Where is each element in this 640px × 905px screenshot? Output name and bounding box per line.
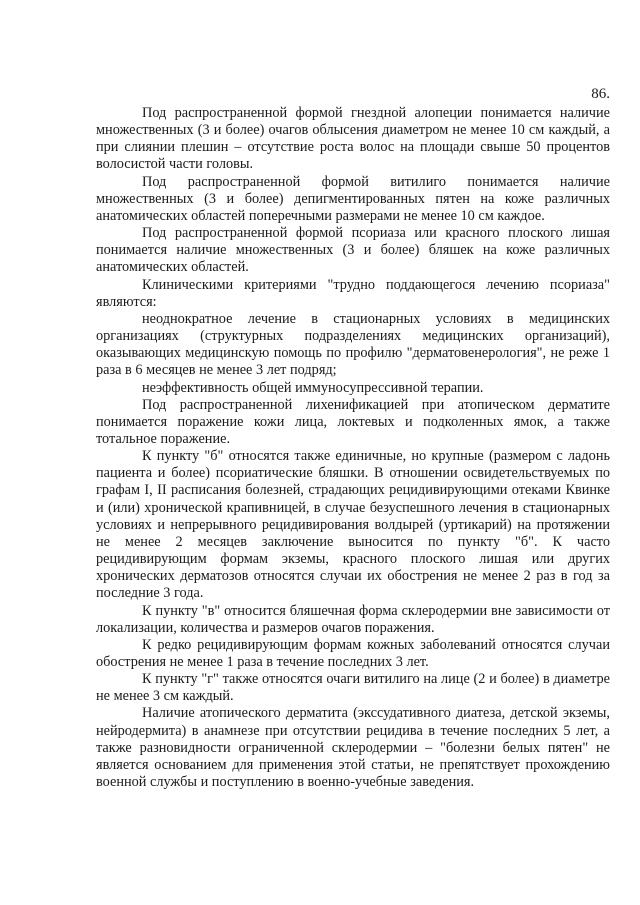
page-number: 86.: [591, 86, 610, 102]
paragraph-psoriasis: Под распространенной формой псориаза или красного плоского лишая понимается наличие множественных (3 и более) бляшек на коже различных анатомических областей.: [96, 225, 610, 276]
paragraph-item-v: К пункту "в" относится бляшечная форма склеродермии вне зависимости от локализации, количества и размеров очагов поражения.: [96, 602, 610, 636]
paragraph-rare-relapse: К редко рецидивирующим формам кожных заболеваний относятся случаи обострения не менее 1 раза в течение последних 3 лет.: [96, 636, 610, 670]
paragraph-item-b: К пункту "б" относятся также единичные, но крупные (размером с ладонь пациента и более) псориатические бляшки. В отношении освидетельствуемых по графам I, II расписания болезней, страдающих рецидивирующими отеками Квинке и (или) хронической крапивницей, в случае безуспешного лечения в стационарных условиях и непрерывного рецидивирования волдырей (уртикарий) на протяжении не менее 2 месяцев заключение выносится по пункту "б". К часто рецидивирующим формам экземы, красного плоского лишая или других хронических дерматозов относятся случаи их обострения не менее 2 раз в год за последние 3 года.: [96, 448, 610, 602]
paragraph-vitiligo: Под распространенной формой витилиго понимается наличие множественных (3 и более) депигментированных пятен на коже различных анатомических областей поперечными размерами не менее 10 см каждое.: [96, 173, 610, 224]
paragraph-criteria-immunosuppressive: неэффективность общей иммуносупрессивной терапии.: [142, 379, 484, 396]
paragraph-psoriasis-criteria-intro: Клиническими критериями "трудно поддающегося лечению псориаза" являются:: [96, 276, 610, 310]
paragraph-atopic-dermatitis: Наличие атопического дерматита (экссудативного диатеза, детской экземы, нейродермита) в анамнезе при отсутствии рецидива в течение последних 5 лет, а также разновидности ограниченной склеродермии – "болезни белых пятен" не является основанием для применения этой статьи, не препятствует прохождению военной службы и поступлению в военно-учебные заведения.: [96, 705, 610, 791]
paragraph-criteria-inpatient: неоднократное лечение в стационарных условиях в медицинских организациях (структурных подразделениях медицинских организаций), оказывающих медицинскую помощь по профилю "дерматовенерология", не реже 1 раза в 6 месяцев не менее 3 лет подряд;: [96, 310, 610, 379]
paragraph-alopecia: Под распространенной формой гнездной алопеции понимается наличие множественных (3 и более) очагов облысения диаметром не менее 10 см каждый, а при слиянии плешин – отсутствие роста волос на площади свыше 50 процентов волосистой части головы.: [96, 105, 610, 173]
document-body: [96, 105, 610, 791]
paragraph-item-g: К пункту "г" также относятся очаги витилиго на лице (2 и более) в диаметре не менее 3 см каждый.: [96, 671, 610, 705]
paragraph-lichenification: Под распространенной лихенификацией при атопическом дерматите понимается поражение кожи лица, локтевых и подколенных ямок, а также тотальное поражение.: [96, 396, 610, 447]
